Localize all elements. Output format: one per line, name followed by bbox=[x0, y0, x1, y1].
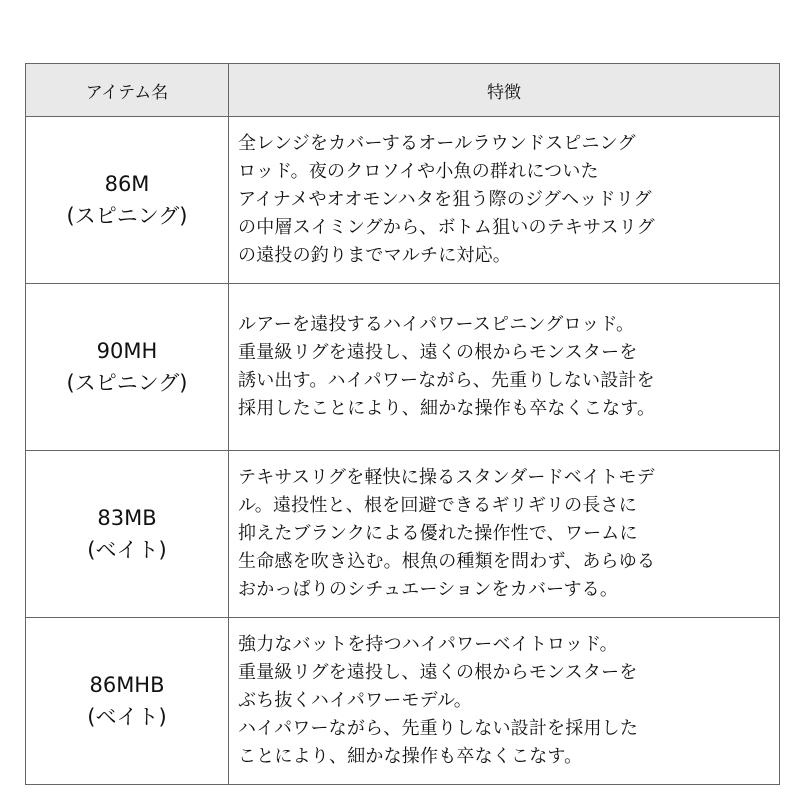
feature-line: ことにより、細かな操作も卒なくこなす。 bbox=[238, 746, 583, 767]
model-code: 90MH bbox=[96, 339, 158, 363]
feature-line: 重量級リグを遠投し、遠くの根からモンスターを bbox=[238, 662, 638, 683]
model-code: 86M bbox=[104, 172, 150, 196]
feature-line: ハイパワーながら、先重りしない設計を採用した bbox=[238, 718, 639, 739]
feature-line: ぶち抜くハイパワーモデル。 bbox=[238, 690, 472, 711]
feature-line: おかっぱりのシチュエーションをカバーする。 bbox=[238, 579, 619, 600]
feature-line: 抑えたブランクによる優れた操作性で、ワームに bbox=[238, 523, 638, 544]
model-code: 83MB bbox=[97, 506, 157, 530]
feature-line: ル。遠投性と、根を回避できるギリギリの長さに bbox=[238, 495, 637, 516]
item-name-cell bbox=[26, 117, 229, 284]
table-row-83mb bbox=[26, 451, 780, 618]
feature-line: 全レンジをカバーするオールラウンドスピニング bbox=[238, 133, 636, 154]
reel-type: (ベイト) bbox=[87, 705, 167, 729]
feature-line: テキサスリグを軽快に操るスタンダードベイトモデ bbox=[238, 467, 655, 488]
feature-line: 採用したことにより、細かな操作も卒なくこなす。 bbox=[238, 398, 656, 419]
feature-cell bbox=[229, 451, 780, 618]
feature-cell bbox=[229, 284, 780, 451]
reel-type: (スピニング) bbox=[66, 204, 188, 228]
reel-type: (スピニング) bbox=[66, 371, 188, 395]
item-name-cell bbox=[26, 618, 229, 785]
feature-line: ロッド。夜のクロソイや小魚の群れについた bbox=[238, 161, 599, 182]
feature-line: 重量級リグを遠投し、遠くの根からモンスターを bbox=[238, 342, 638, 363]
table-row-90mh bbox=[26, 284, 780, 451]
feature-line: 強力なバットを持つハイパワーベイトロッド。 bbox=[238, 634, 618, 655]
model-code: 86MHB bbox=[89, 673, 165, 697]
feature-line: アイナメやオオモンハタを狙う際のジグヘッドリグ bbox=[238, 189, 652, 210]
feature-cell bbox=[229, 117, 780, 284]
feature-line: の中層スイミングから、ボトム狙いのテキサスリグ bbox=[238, 217, 655, 238]
feature-cell bbox=[229, 618, 780, 785]
item-name-cell bbox=[26, 284, 229, 451]
feature-line: の遠投の釣りまでマルチに対応。 bbox=[238, 245, 511, 266]
rod-spec-table bbox=[25, 63, 780, 785]
feature-line: 生命感を吹き込む。根魚の種類を問わず、あらゆる bbox=[238, 551, 656, 572]
feature-line: 誘い出す。ハイパワーながら、先重りしない設計を bbox=[238, 370, 655, 391]
header-item-name: アイテム名 bbox=[26, 64, 229, 117]
reel-type: (ベイト) bbox=[87, 538, 167, 562]
table-row-86m bbox=[26, 117, 780, 284]
feature-line: ルアーを遠投するハイパワースピニングロッド。 bbox=[238, 314, 635, 335]
header-row bbox=[26, 64, 780, 117]
header-feature: 特徴 bbox=[229, 64, 780, 117]
item-name-cell bbox=[26, 451, 229, 618]
table-row-86mhb bbox=[26, 618, 780, 785]
